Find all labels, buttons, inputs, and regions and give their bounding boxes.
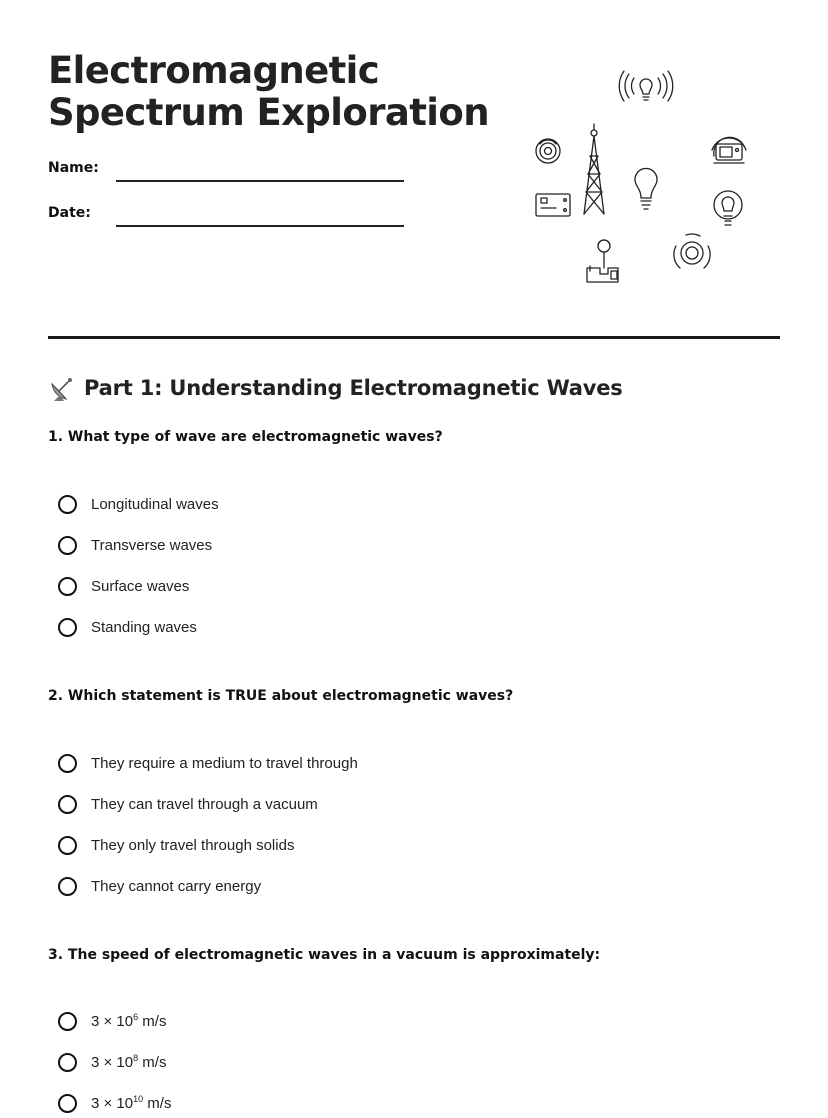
question-3: 3. The speed of electromagnetic waves in a vacuum is approximately: xyxy=(48,947,601,963)
q1-option-1[interactable] xyxy=(58,492,219,516)
option-label: They require a medium to travel through xyxy=(91,754,358,772)
devices-illustration xyxy=(528,66,758,292)
joystick-icon xyxy=(587,240,618,282)
option-label: Standing waves xyxy=(91,618,197,636)
wifi-bulb-icon xyxy=(619,71,673,101)
date-field[interactable] xyxy=(116,225,404,227)
radio-button[interactable] xyxy=(58,536,77,555)
title-line-1: Electromagnetic xyxy=(48,49,380,92)
radio-button[interactable] xyxy=(58,795,77,814)
worksheet-title xyxy=(48,50,489,134)
radio-button[interactable] xyxy=(58,1053,77,1072)
option-label: Longitudinal waves xyxy=(91,495,219,513)
q1-option-2[interactable] xyxy=(58,533,212,557)
option-unit: m/s xyxy=(138,1012,167,1030)
section-title xyxy=(48,374,623,402)
radio-button[interactable] xyxy=(58,618,77,637)
q2-option-4[interactable] xyxy=(58,874,261,898)
satellite-dish-icon xyxy=(48,374,76,402)
option-label: They cannot carry energy xyxy=(91,877,262,895)
option-unit: m/s xyxy=(138,1053,167,1071)
sensor-icon xyxy=(674,234,710,268)
option-label xyxy=(91,1054,166,1071)
radio-button[interactable] xyxy=(58,877,77,896)
option-base: 3 × 10 xyxy=(91,1053,134,1071)
option-exponent: 8 xyxy=(133,1052,139,1063)
microwave-icon xyxy=(712,137,746,163)
option-unit: m/s xyxy=(143,1094,172,1112)
radio-button[interactable] xyxy=(58,836,77,855)
name-field[interactable] xyxy=(116,180,404,182)
section-title-text: Part 1: Understanding Electromagnetic Waves xyxy=(84,376,623,400)
radio-button[interactable] xyxy=(58,577,77,596)
radio-button[interactable] xyxy=(58,1012,77,1031)
option-label xyxy=(91,1095,171,1112)
option-label xyxy=(91,1013,166,1030)
option-base: 3 × 10 xyxy=(91,1012,134,1030)
radio-button[interactable] xyxy=(58,754,77,773)
option-exponent: 6 xyxy=(133,1011,139,1022)
option-label: They can travel through a vacuum xyxy=(91,795,318,813)
name-label: Name: xyxy=(48,160,99,176)
question-2: 2. Which statement is TRUE about electromagnetic waves? xyxy=(48,688,514,704)
q2-option-3[interactable] xyxy=(58,833,294,857)
q3-option-2[interactable] xyxy=(58,1050,166,1074)
router-icon xyxy=(536,194,570,216)
light-bulb-icon xyxy=(635,168,657,209)
title-line-2: Spectrum Exploration xyxy=(48,91,489,134)
q1-option-3[interactable] xyxy=(58,574,189,598)
q3-option-3[interactable] xyxy=(58,1091,171,1115)
radio-button[interactable] xyxy=(58,1094,77,1113)
q3-option-1[interactable] xyxy=(58,1009,166,1033)
option-label: Transverse waves xyxy=(91,536,213,554)
q1-option-4[interactable] xyxy=(58,615,197,639)
q2-option-2[interactable] xyxy=(58,792,318,816)
smart-bulb-icon xyxy=(714,191,742,225)
radio-button[interactable] xyxy=(58,495,77,514)
question-1: 1. What type of wave are electromagnetic waves? xyxy=(48,429,443,445)
q2-option-1[interactable] xyxy=(58,751,358,775)
option-exponent: 10 xyxy=(133,1093,144,1104)
date-label: Date: xyxy=(48,205,91,221)
option-base: 3 × 10 xyxy=(91,1094,134,1112)
header-divider xyxy=(48,336,780,339)
radio-tower-icon xyxy=(584,124,604,214)
smoke-detector-icon xyxy=(536,139,560,163)
option-label: Surface waves xyxy=(91,577,190,595)
option-label: They only travel through solids xyxy=(91,836,295,854)
